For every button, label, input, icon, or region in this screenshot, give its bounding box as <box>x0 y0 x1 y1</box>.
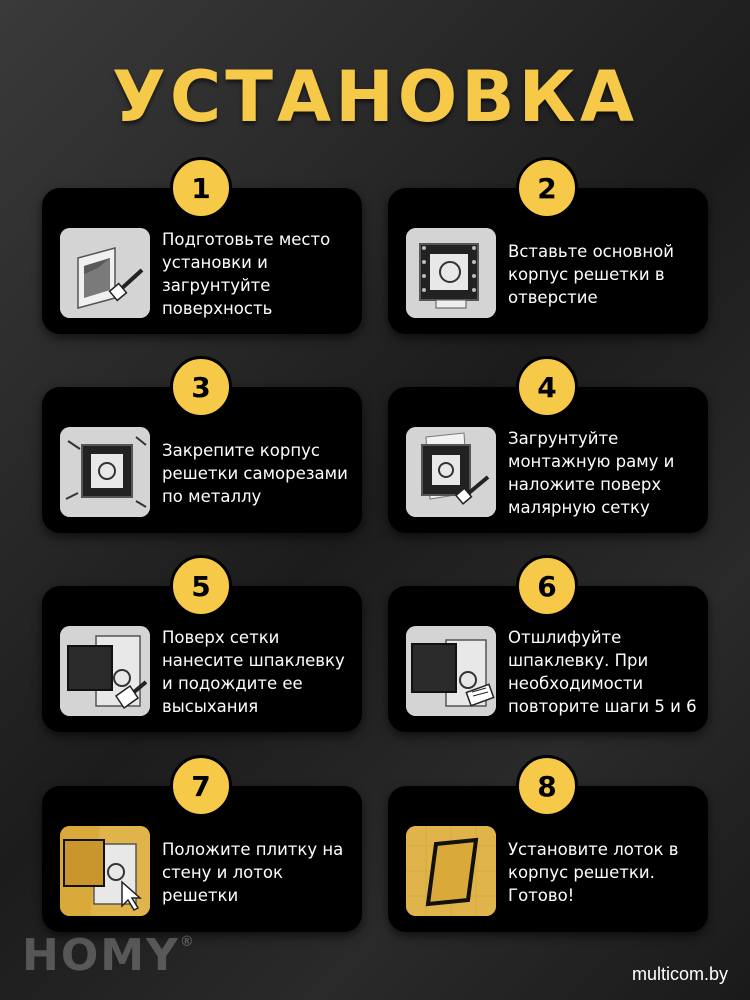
sanding-icon <box>406 626 496 716</box>
step-5-badge: 5 <box>170 555 232 617</box>
step-3-text: Закрепите корпус решетки саморезами по металлу <box>162 440 348 506</box>
grille-housing-icon <box>406 228 496 318</box>
step-1-text: Подготовьте место установки и загрунтуйте поверхность <box>162 230 331 318</box>
step-2-text: Вставьте основной корпус решетки в отверстие <box>508 241 674 307</box>
putty-knife-icon <box>60 626 150 716</box>
tile-tray-icon <box>60 826 150 916</box>
step-4-badge: 4 <box>516 356 578 418</box>
step-6-badge: 6 <box>516 555 578 617</box>
brush-primer-icon <box>60 228 150 318</box>
watermark-text: multicom.by <box>631 964 728 984</box>
mesh-frame-icon <box>406 427 496 517</box>
tray-installed-icon <box>406 826 496 916</box>
brand-logo: HOMY® <box>22 930 196 981</box>
screws-housing-icon <box>60 427 150 517</box>
step-1-badge: 1 <box>170 157 232 219</box>
step-2-badge: 2 <box>516 157 578 219</box>
step-4-text: Загрунтуйте монтажную раму и наложите поверх малярную сетку <box>508 429 675 517</box>
step-7-badge: 7 <box>170 755 232 817</box>
page-title: УСТАНОВКА <box>111 56 639 138</box>
step-3-badge: 3 <box>170 356 232 418</box>
step-7-text: Положите плитку на стену и лоток решетки <box>162 839 344 905</box>
step-5-text: Поверх сетки нанесите шпаклевку и подождите ее высыхания <box>162 628 345 716</box>
step-8-badge: 8 <box>516 755 578 817</box>
step-8-text: Установите лоток в корпус решетки. Готово! <box>508 839 679 905</box>
step-6-text: Отшлифуйте шпаклевку. При необходимости повторите шаги 5 и 6 <box>508 628 697 716</box>
